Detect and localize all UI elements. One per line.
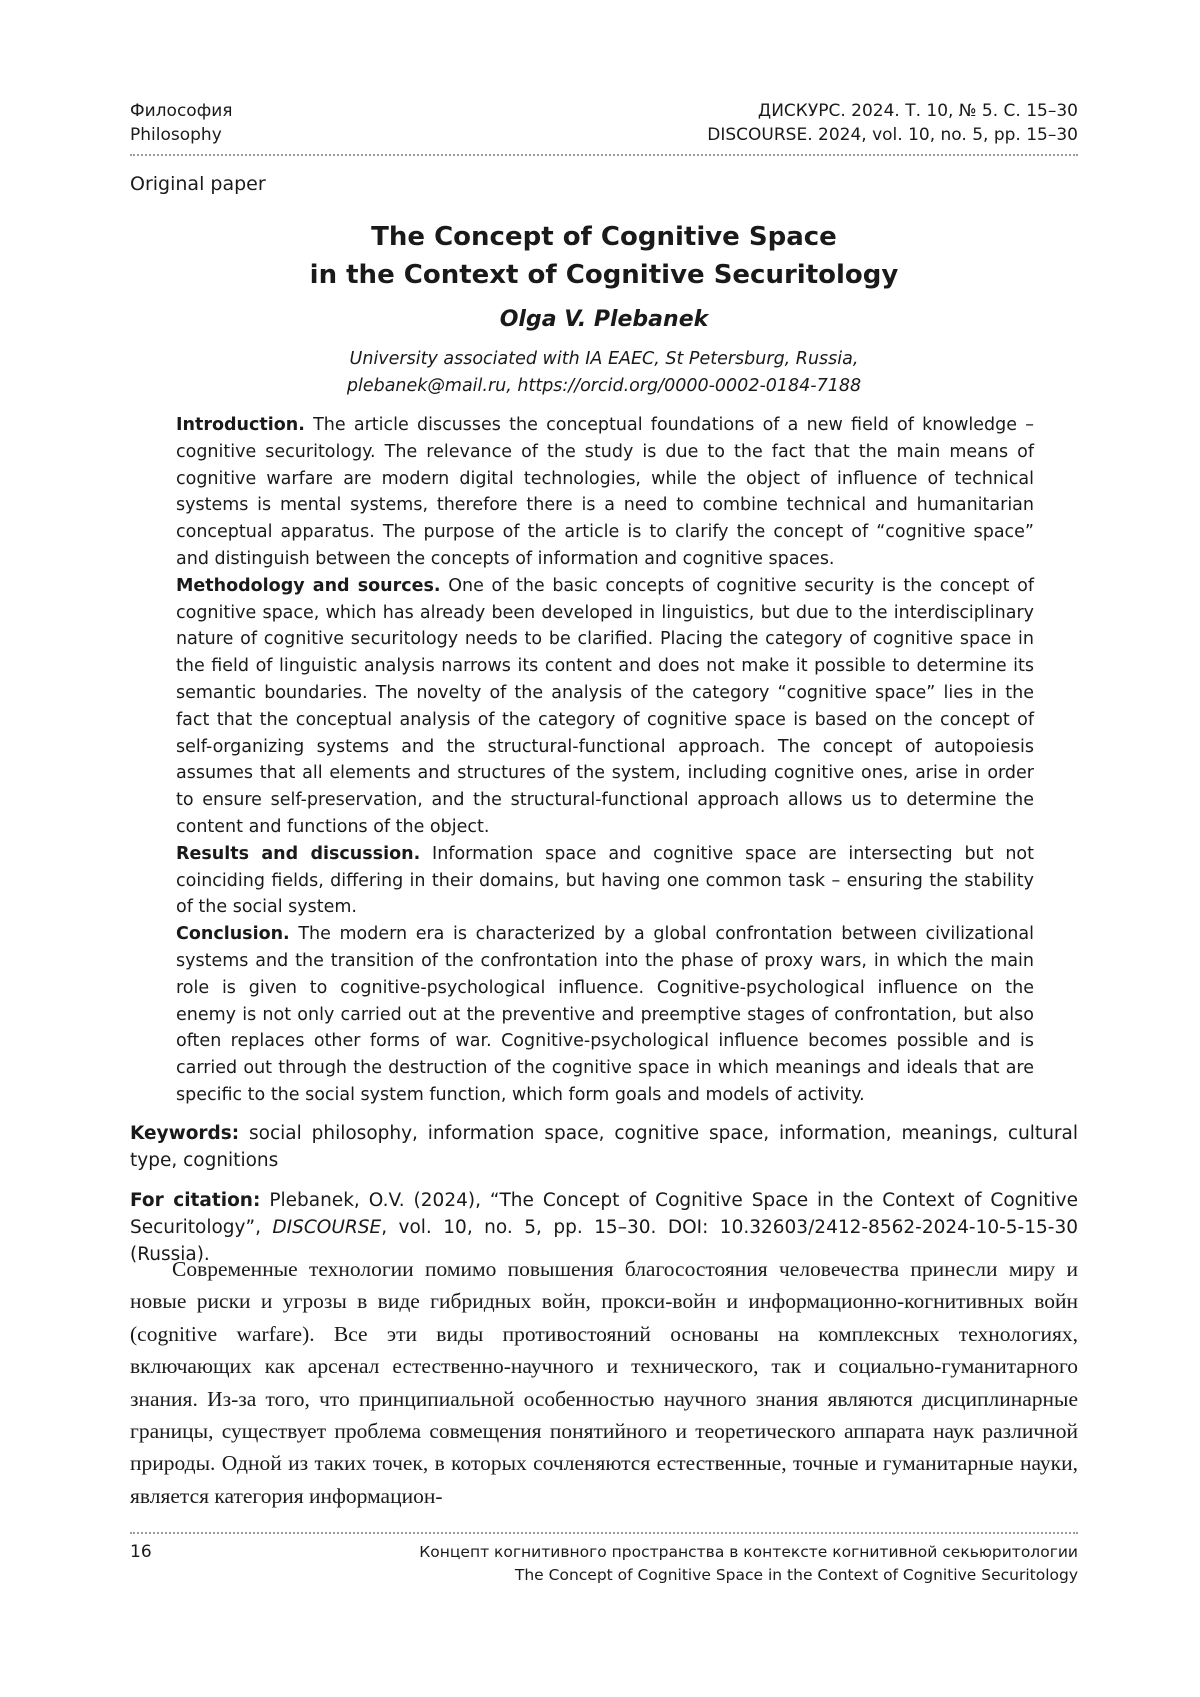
journal-ru: ДИСКУРС. 2024. Т. 10, № 5. С. 15–30 — [757, 101, 1078, 121]
citation-label: For citation: — [130, 1190, 261, 1211]
footer-title-ru: Концепт когнитивного пространства в контексте когнитивной секьюритологии — [419, 1543, 1078, 1561]
paper-page — [130, 0, 1078, 1697]
footer-divider — [130, 1532, 1078, 1534]
conclusion-text: The modern era is characterized by a global confrontation between civilizational systems and the transition of the confrontation into the phase of proxy wars, in which the main role is given to cognitive-psychological influence. Cognitive-psychological influence on the enemy is not only carried out at the preventive and preemptive stages of confrontation, but also often replaces other forms of war. Cognitive-psychological influence becomes possible and is carried out through the destruction of the cognitive space in which meanings and ideals that are specific to the social system function, which form goals and models of activity. — [176, 924, 1034, 1105]
abstract — [176, 412, 1034, 1109]
abstract-introduction — [176, 412, 1034, 573]
method-text: One of the basic concepts of cognitive security is the concept of cognitive space, which has already been developed in linguistics, but due to the interdisciplinary nature of cognitive securitology needs to be clarified. Placing the category of cognitive space in the field of linguistic analysis narrows its content and does not make it possible to determine its semantic boundaries. The novelty of the analysis of the category “cognitive space” lies in the fact that the conceptual analysis of the category of cognitive space is based on the concept of self-organizing systems and the structural-functional approach. The concept of autopoiesis assumes that all elements and structures of the system, including cognitive ones, arise in order to ensure self-preservation, and the structural-functional approach allows us to determine the content and functions of the object. — [176, 575, 1035, 837]
title-line-2: in the Context of Cognitive Securitology — [309, 260, 899, 290]
section-ru: Философия — [130, 101, 233, 121]
abstract-methodology — [176, 573, 1034, 841]
journal-en: DISCOURSE. 2024, vol. 10, no. 5, pp. 15–30 — [707, 125, 1078, 145]
method-label: Methodology and sources. — [176, 575, 441, 596]
author-name: Olga V. Plebanek — [499, 307, 709, 332]
keywords-label: Keywords: — [130, 1123, 240, 1144]
results-label: Results and discussion. — [176, 843, 421, 864]
page-number: 16 — [130, 1542, 152, 1562]
affiliation-line-1: University associated with IA EAEC, St Petersburg, Russia, — [349, 349, 859, 369]
abstract-results — [176, 841, 1034, 921]
conclusion-label: Conclusion. — [176, 924, 290, 945]
results-text: Information space and cognitive space are intersecting but not coinciding fields, differing in their domains, but having one common task – ensuring the stability of the social system. — [176, 843, 1034, 918]
affiliation — [130, 346, 1078, 400]
keywords-text: social philosophy, information space, cognitive space, information, meanings, cultural type, cognitions — [130, 1123, 1078, 1171]
title-line-1: The Concept of Cognitive Space — [371, 222, 837, 252]
keywords — [130, 1120, 1078, 1174]
running-header — [130, 99, 1078, 149]
intro-label: Introduction. — [176, 415, 305, 435]
affiliation-line-2: plebanek@mail.ru, https://orcid.org/0000-0002-0184-7188 — [346, 376, 862, 396]
citation-text-before: Plebanek, O.V. (2024), “The Concept of Cognitive Space in the Context of Cognitive Securitology”, — [130, 1190, 1079, 1238]
header-divider — [130, 154, 1078, 156]
header-journal — [707, 99, 1078, 147]
body-paragraph: Современные технологии помимо повышения благосостояния человечества принесли миру и новые риски и угрозы в виде гибридных войн, прокси-войн и информационно-когнитивных войн (cognitive warfare). Все эти виды противостояний основаны на комплексных технологиях, включающих как арсенал естественно-научного и технического, так и социально-гуманитарного знания. Из-за того, что принципиальной особенностью научного знания являются дисциплинарные границы, существует проблема совмещения понятийного и теоретического аппарата наук различной природы. Одной из таких точек, в которых сочленяются естественные, точные и гуманитарные науки, является категория информацион- — [130, 1257, 1078, 1508]
paper-title — [130, 218, 1078, 294]
footer-title-en: The Concept of Cognitive Space in the Context of Cognitive Securitology — [514, 1566, 1078, 1584]
section-en: Philosophy — [130, 125, 222, 145]
intro-text: The article discusses the conceptual foundations of a new field of knowledge – cognitive securitology. The relevance of the study is due to the fact that the main means of cognitive warfare are modern digital technologies, while the object of influence of technical systems is mental systems, therefore there is a need to combine technical and humanitarian conceptual apparatus. The purpose of the article is to clarify the concept of “cognitive space” and distinguish between the concepts of information and cognitive spaces. — [176, 415, 1034, 569]
article-type: Original paper — [130, 173, 266, 195]
header-section — [130, 99, 233, 147]
citation-text-after: , vol. 10, no. 5, pp. 15–30. DOI: 10.32603/2412-8562-2024-10-5-15-30 (Russia). — [130, 1217, 1078, 1265]
citation-journal: DISCOURSE — [272, 1217, 382, 1238]
footer-title — [419, 1541, 1078, 1587]
abstract-conclusion — [176, 921, 1034, 1109]
